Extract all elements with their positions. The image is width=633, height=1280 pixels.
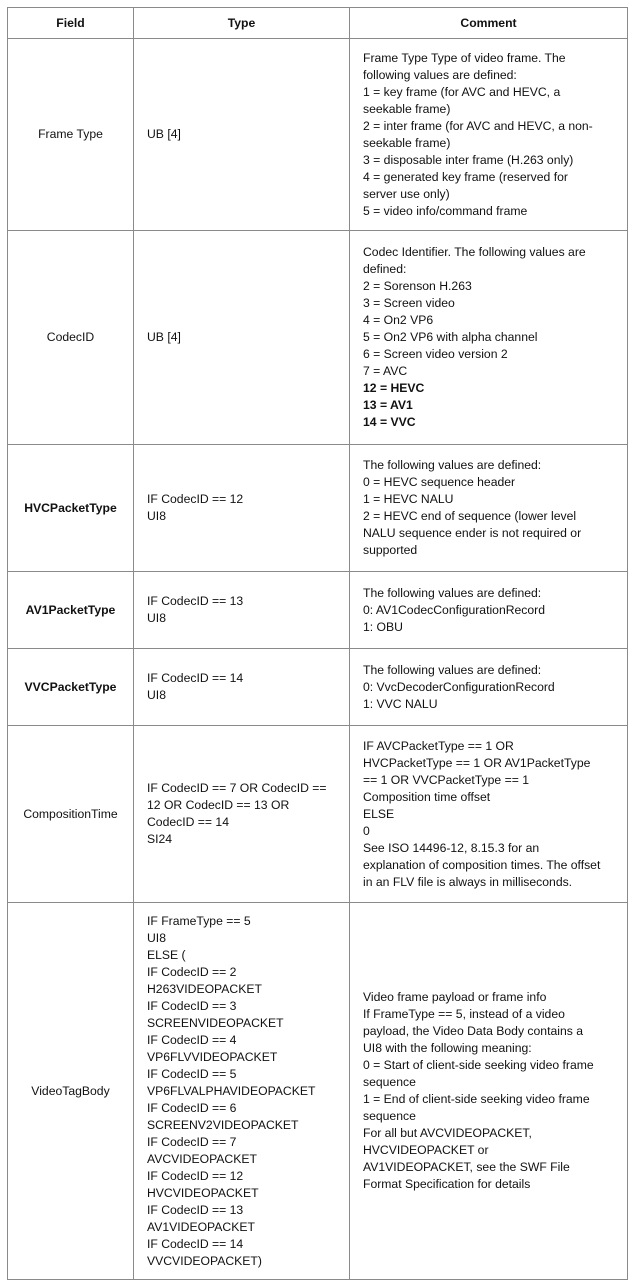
comment-line: 0: AV1CodecConfigurationRecord bbox=[363, 602, 546, 617]
comment-line: 2 = Sorenson H.263 bbox=[363, 279, 472, 293]
type-line: IF CodecID == 7 bbox=[147, 1134, 237, 1149]
table-header-row bbox=[8, 8, 628, 39]
comment-line: == 1 OR VVCPacketType == 1 bbox=[363, 772, 529, 787]
comment-cell bbox=[350, 39, 628, 231]
type-line: IF CodecID == 13 bbox=[147, 594, 244, 608]
type-line: 12 OR CodecID == 13 OR bbox=[147, 798, 290, 812]
type-line: VVCVIDEOPACKET) bbox=[147, 1253, 262, 1268]
field-cell: CodecID bbox=[8, 231, 134, 445]
type-cell bbox=[134, 649, 350, 726]
comment-line: 0 = Start of client-side seeking video frame bbox=[363, 1058, 594, 1072]
comment-line: 1 = HEVC NALU bbox=[363, 492, 454, 506]
comment-line: 4 = On2 VP6 bbox=[363, 313, 434, 327]
type-line: H263VIDEOPACKET bbox=[147, 981, 262, 996]
comment-line: Format Specification for details bbox=[363, 1177, 531, 1191]
type-line: IF CodecID == 3 bbox=[147, 998, 237, 1013]
type-line: SI24 bbox=[147, 832, 173, 846]
header-type: Type bbox=[134, 8, 350, 39]
type-line: IF CodecID == 13 bbox=[147, 1202, 244, 1217]
type-line: VP6FLVVIDEOPACKET bbox=[147, 1049, 278, 1064]
type-line: IF CodecID == 4 bbox=[147, 1032, 237, 1047]
comment-cell bbox=[350, 572, 628, 649]
comment-line: 0: VvcDecoderConfigurationRecord bbox=[363, 679, 555, 694]
comment-line: If FrameType == 5, instead of a video bbox=[363, 1007, 565, 1021]
type-line: VP6FLVALPHAVIDEOPACKET bbox=[147, 1083, 316, 1098]
type-cell bbox=[134, 903, 350, 1280]
type-line: IF CodecID == 7 OR CodecID == bbox=[147, 781, 327, 795]
type-line: IF FrameType == 5 bbox=[147, 913, 251, 928]
comment-line: The following values are defined: bbox=[363, 662, 542, 677]
header-comment: Comment bbox=[350, 8, 628, 39]
type-line: IF CodecID == 6 bbox=[147, 1100, 237, 1115]
type-line: AVCVIDEOPACKET bbox=[147, 1151, 257, 1166]
comment-line: payload, the Video Data Body contains a bbox=[363, 1024, 583, 1038]
comment-line: See ISO 14496-12, 8.15.3 for an bbox=[363, 840, 540, 855]
type-line: AV1VIDEOPACKET bbox=[147, 1219, 255, 1234]
comment-line: Frame Type Type of video frame. The bbox=[363, 50, 566, 65]
field-cell: AV1PacketType bbox=[8, 572, 134, 649]
table-row bbox=[8, 231, 628, 445]
table-row bbox=[8, 39, 628, 231]
comment-line: seekable frame) bbox=[363, 101, 451, 116]
type-line: UB [4] bbox=[147, 330, 181, 344]
comment-cell bbox=[350, 649, 628, 726]
type-line: IF CodecID == 2 bbox=[147, 964, 237, 979]
comment-line: ELSE bbox=[363, 806, 395, 821]
field-cell: Frame Type bbox=[8, 39, 134, 231]
table-row bbox=[8, 726, 628, 903]
type-cell bbox=[134, 231, 350, 445]
comment-line: server use only) bbox=[363, 186, 450, 201]
type-line: IF CodecID == 12 bbox=[147, 1168, 244, 1183]
comment-line: Video frame payload or frame info bbox=[363, 990, 547, 1004]
comment-line: sequence bbox=[363, 1075, 416, 1089]
video-tag-fields-table bbox=[7, 7, 628, 1280]
type-line: ELSE ( bbox=[147, 947, 186, 962]
comment-line-bold: 13 = AV1 bbox=[363, 398, 413, 412]
comment-line: following values are defined: bbox=[363, 67, 517, 82]
type-line: UI8 bbox=[147, 930, 166, 945]
comment-cell bbox=[350, 445, 628, 572]
comment-line: 6 = Screen video version 2 bbox=[363, 347, 508, 361]
comment-line: 3 = Screen video bbox=[363, 296, 455, 310]
comment-line: 2 = inter frame (for AVC and HEVC, a non- bbox=[363, 118, 593, 133]
comment-line: seekable frame) bbox=[363, 135, 451, 150]
comment-line-bold: 12 = HEVC bbox=[363, 381, 425, 395]
type-line: UI8 bbox=[147, 688, 166, 702]
comment-line: 0 = HEVC sequence header bbox=[363, 475, 516, 489]
comment-line: 1 = End of client-side seeking video frame bbox=[363, 1092, 590, 1106]
type-cell bbox=[134, 726, 350, 903]
comment-line: supported bbox=[363, 543, 418, 557]
comment-line: Composition time offset bbox=[363, 789, 491, 804]
type-line: UI8 bbox=[147, 509, 166, 523]
comment-line: 5 = video info/command frame bbox=[363, 203, 528, 218]
type-line: SCREENVIDEOPACKET bbox=[147, 1015, 284, 1030]
type-cell bbox=[134, 39, 350, 231]
comment-line: 1: VVC NALU bbox=[363, 696, 438, 711]
comment-line: 3 = disposable inter frame (H.263 only) bbox=[363, 152, 574, 167]
table-row bbox=[8, 445, 628, 572]
comment-line: 4 = generated key frame (reserved for bbox=[363, 169, 568, 184]
comment-line: The following values are defined: bbox=[363, 585, 542, 600]
type-line: CodecID == 14 bbox=[147, 815, 229, 829]
type-line: HVCVIDEOPACKET bbox=[147, 1185, 259, 1200]
field-cell: HVCPacketType bbox=[8, 445, 134, 572]
comment-line-bold: 14 = VVC bbox=[363, 415, 416, 429]
comment-cell bbox=[350, 903, 628, 1280]
comment-line: HVCVIDEOPACKET or bbox=[363, 1143, 489, 1157]
comment-line: IF AVCPacketType == 1 OR bbox=[363, 738, 514, 753]
comment-line: 1: OBU bbox=[363, 619, 403, 634]
comment-line: The following values are defined: bbox=[363, 458, 542, 472]
comment-line: HVCPacketType == 1 OR AV1PacketType bbox=[363, 755, 591, 770]
comment-cell bbox=[350, 726, 628, 903]
field-cell: VVCPacketType bbox=[8, 649, 134, 726]
comment-line: UI8 with the following meaning: bbox=[363, 1041, 532, 1055]
type-line: UB [4] bbox=[147, 127, 181, 141]
comment-line: in an FLV file is always in milliseconds. bbox=[363, 874, 573, 889]
comment-line: defined: bbox=[363, 262, 407, 276]
table-row bbox=[8, 649, 628, 726]
header-field: Field bbox=[8, 8, 134, 39]
type-line: IF CodecID == 12 bbox=[147, 492, 244, 506]
field-cell: VideoTagBody bbox=[8, 903, 134, 1280]
type-line: SCREENV2VIDEOPACKET bbox=[147, 1117, 299, 1132]
table-row bbox=[8, 572, 628, 649]
comment-line: explanation of composition times. The offset bbox=[363, 857, 601, 872]
comment-line: 2 = HEVC end of sequence (lower level bbox=[363, 509, 577, 523]
type-cell bbox=[134, 445, 350, 572]
comment-line: For all but AVCVIDEOPACKET, bbox=[363, 1126, 532, 1140]
comment-line: AV1VIDEOPACKET, see the SWF File bbox=[363, 1160, 570, 1174]
comment-line: 7 = AVC bbox=[363, 364, 408, 378]
type-line: IF CodecID == 5 bbox=[147, 1066, 237, 1081]
type-cell bbox=[134, 572, 350, 649]
type-line: UI8 bbox=[147, 611, 166, 625]
comment-line: sequence bbox=[363, 1109, 416, 1123]
type-line: IF CodecID == 14 bbox=[147, 671, 244, 685]
comment-cell bbox=[350, 231, 628, 445]
field-cell: CompositionTime bbox=[8, 726, 134, 903]
table-row bbox=[8, 903, 628, 1280]
type-line: IF CodecID == 14 bbox=[147, 1236, 244, 1251]
comment-line: Codec Identifier. The following values are bbox=[363, 245, 586, 259]
comment-line: 1 = key frame (for AVC and HEVC, a bbox=[363, 84, 561, 99]
comment-line: NALU sequence ender is not required or bbox=[363, 526, 582, 540]
comment-line: 0 bbox=[363, 823, 370, 838]
comment-line: 5 = On2 VP6 with alpha channel bbox=[363, 330, 538, 344]
